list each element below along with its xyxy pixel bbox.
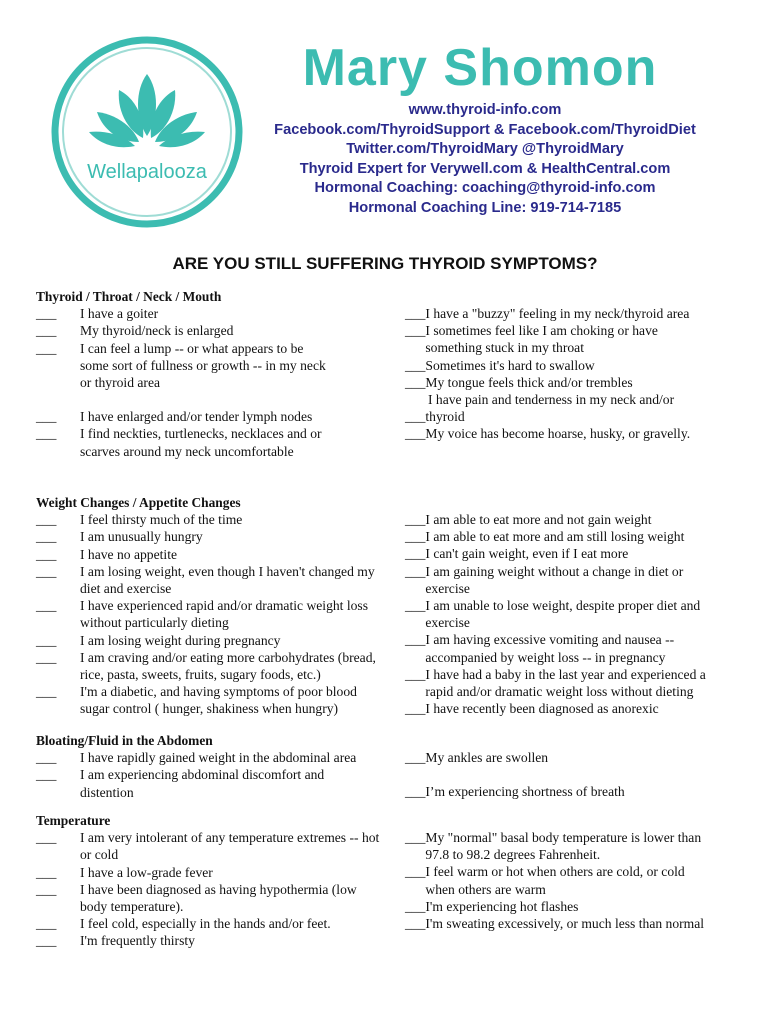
symptom-item: ___ I feel thirsty much of the time xyxy=(36,512,243,528)
symptom-item: ___ I'm frequently thirsty xyxy=(36,933,195,949)
checkbox-line[interactable]: ___ xyxy=(405,864,426,880)
checkbox-line[interactable]: ___ xyxy=(36,881,57,897)
bloating-left-column xyxy=(36,732,406,801)
symptom-item: ___ I am losing weight, even though I haven't changed my diet and exercise xyxy=(36,563,375,597)
checkbox-line[interactable]: ___ xyxy=(36,598,57,614)
symptom-item: ___ I am having excessive vomiting and nausea -- accompanied by weight loss -- in pregnancy xyxy=(405,632,675,665)
symptom-item: ___ I can't gain weight, even if I eat more xyxy=(405,546,629,562)
symptom-item: ___ Sometimes it's hard to swallow xyxy=(405,357,595,373)
section-title-temperature: Temperature xyxy=(36,813,111,828)
symptom-item: ___ I have a goiter xyxy=(36,306,159,322)
symptom-item: ___ I am able to eat more and not gain weight xyxy=(405,512,652,527)
contact-block xyxy=(240,101,730,218)
symptom-item: ___ I feel warm or hot when others are cold, or cold when others are warm xyxy=(405,864,685,897)
checkbox-line[interactable]: ___ xyxy=(36,563,57,579)
page-title: ARE YOU STILL SUFFERING THYROID SYMPTOMS? xyxy=(172,254,598,273)
symptom-item: ___ I am craving and/or eating more carbohydrates (bread, rice, pasta, sweets, fruits, sugary foods, etc.) xyxy=(36,649,376,683)
checkbox-line[interactable]: ___ xyxy=(36,684,57,700)
checkbox-line[interactable]: ___ xyxy=(36,529,57,545)
checkbox-line[interactable]: ___ xyxy=(405,374,426,390)
coaching-email[interactable]: Hormonal Coaching: coaching@thyroid-info.com xyxy=(314,180,656,196)
checkbox-line[interactable]: ___ xyxy=(36,306,57,322)
checkbox-line[interactable]: ___ xyxy=(405,426,426,442)
symptom-item: ___ I'm a diabetic, and having symptoms of poor blood sugar control ( hunger, shakiness when hungry) xyxy=(36,684,357,717)
thyroid-left-column xyxy=(36,288,406,460)
checkbox-line[interactable]: ___ xyxy=(405,546,426,562)
symptom-item: ___ I can feel a lump -- or what appears to be some sort of fullness or growth -- in my neck or thyroid area xyxy=(36,340,326,391)
symptom-item: ___ I am able to eat more and am still losing weight xyxy=(405,529,685,545)
checkbox-line[interactable]: ___ xyxy=(405,563,426,579)
symptom-item: ___ I have a "buzzy" feeling in my neck/thyroid area xyxy=(405,306,690,321)
checkbox-line[interactable]: ___ xyxy=(405,916,426,932)
twitter-links[interactable]: Twitter.com/ThyroidMary @ThyroidMary xyxy=(346,141,624,157)
checkbox-line[interactable]: ___ xyxy=(36,409,57,425)
symptom-item: ___ thyroid xyxy=(405,409,465,425)
symptom-item: ___ I am gaining weight without a change in diet or exercise xyxy=(405,563,684,596)
checkbox-line[interactable]: ___ xyxy=(405,830,426,845)
checkbox-line[interactable]: ___ xyxy=(405,306,426,321)
checkbox-line[interactable]: ___ xyxy=(36,512,57,528)
symptom-item: ___ I am experiencing abdominal discomfort and distention xyxy=(36,767,325,800)
checkbox-line[interactable]: ___ xyxy=(36,830,57,846)
checkbox-line[interactable]: ___ xyxy=(36,750,57,766)
checkbox-line[interactable]: ___ xyxy=(405,666,426,682)
checkbox-line[interactable]: ___ xyxy=(36,323,57,339)
expert-line: Thyroid Expert for Verywell.com & HealthCentral.com xyxy=(299,160,671,177)
checkbox-line[interactable]: ___ xyxy=(405,598,426,614)
checkbox-line[interactable]: ___ xyxy=(36,426,57,442)
checkbox-line[interactable]: ___ xyxy=(405,512,426,527)
coaching-phone: Hormonal Coaching Line: 919-714-7185 xyxy=(348,199,622,216)
symptom-item: ___ I have been diagnosed as having hypothermia (low body temperature). xyxy=(36,881,357,915)
checkbox-line[interactable]: ___ xyxy=(405,701,426,717)
bloating-right-column xyxy=(405,749,750,800)
symptom-item: ___ I have experienced rapid and/or dramatic weight loss without particularly dieting xyxy=(36,598,368,631)
facebook-links[interactable]: Facebook.com/ThyroidSupport & Facebook.com/ThyroidDiet xyxy=(274,121,696,138)
checkbox-line[interactable]: ___ xyxy=(405,632,426,648)
checkbox-line[interactable]: ___ xyxy=(36,632,57,648)
checkbox-line[interactable]: ___ xyxy=(405,357,426,373)
weight-right-column xyxy=(405,511,750,717)
svg-text:Wellapalooza: Wellapalooza xyxy=(87,161,207,183)
section-title-weight: Weight Changes / Appetite Changes xyxy=(36,495,241,510)
section-title-bloating: Bloating/Fluid in the Abdomen xyxy=(36,733,213,748)
symptom-item: ___ I have rapidly gained weight in the abdominal area xyxy=(36,750,357,766)
symptom-item: ___ I have enlarged and/or tender lymph nodes xyxy=(36,409,313,425)
symptom-item: ___ My tongue feels thick and/or trembles xyxy=(405,374,633,390)
checkbox-line[interactable]: ___ xyxy=(36,916,57,932)
checkbox-line[interactable]: ___ xyxy=(405,898,426,914)
weight-left-column xyxy=(36,494,406,718)
symptom-item: ___ I have had a baby in the last year and experienced a rapid and/or dramatic weight loss without dieting xyxy=(405,666,706,700)
symptom-item: ___ I find neckties, turtlenecks, necklaces and or scarves around my neck uncomfortable xyxy=(36,426,322,459)
symptom-item: ___ I'm sweating excessively, or much less than normal xyxy=(405,916,705,932)
checkbox-line[interactable]: ___ xyxy=(36,649,57,665)
symptom-item: ___ I am unable to lose weight, despite proper diet and exercise xyxy=(405,598,701,631)
symptom-item: ___ I have recently been diagnosed as anorexic xyxy=(405,701,659,717)
symptom-text: I have pain and tenderness in my neck and/or xyxy=(428,392,675,408)
symptom-item: ___ I’m experiencing shortness of breath xyxy=(405,784,625,800)
temperature-left-column xyxy=(36,812,406,950)
symptom-item: ___ I am losing weight during pregnancy xyxy=(36,632,281,648)
checkbox-line[interactable]: ___ xyxy=(405,409,426,425)
symptom-item: ___ My "normal" basal body temperature is lower than 97.8 to 98.2 degrees Fahrenheit. xyxy=(405,830,702,863)
checkbox-line[interactable]: ___ xyxy=(36,864,57,880)
symptom-item: ___ I feel cold, especially in the hands and/or feet. xyxy=(36,916,331,932)
temperature-right-column xyxy=(405,829,750,932)
section-title-thyroid: Thyroid / Throat / Neck / Mouth xyxy=(36,289,222,304)
checkbox-line[interactable]: ___ xyxy=(36,546,57,562)
website-link[interactable]: www.thyroid-info.com xyxy=(408,102,562,118)
checkbox-line[interactable]: ___ xyxy=(36,340,57,356)
lotus-icon xyxy=(47,32,247,232)
brand-name: Mary Shomon xyxy=(302,39,658,97)
symptom-item: ___ I'm experiencing hot flashes xyxy=(405,898,579,914)
wellapalooza-logo xyxy=(47,32,247,232)
checkbox-line[interactable]: ___ xyxy=(405,750,426,765)
symptom-item: ___ My voice has become hoarse, husky, or gravelly. xyxy=(405,426,691,442)
symptom-item: ___ I have a low-grade fever xyxy=(36,864,213,880)
symptom-item: ___ I sometimes feel like I am choking or have something stuck in my throat xyxy=(405,323,658,356)
symptom-item: ___ I have no appetite xyxy=(36,546,178,562)
checkbox-line[interactable]: ___ xyxy=(36,767,57,783)
symptom-item: ___ I am very intolerant of any temperature extremes -- hot or cold xyxy=(36,830,380,863)
checkbox-line[interactable]: ___ xyxy=(405,529,426,545)
thyroid-right-column xyxy=(405,305,750,443)
symptom-item: ___ My thyroid/neck is enlarged xyxy=(36,323,234,339)
symptom-item: ___ My ankles are swollen xyxy=(405,750,549,765)
checkbox-line[interactable]: ___ xyxy=(36,933,57,949)
checkbox-line[interactable]: ___ xyxy=(405,784,426,800)
symptom-item: ___ I am unusually hungry xyxy=(36,529,203,545)
checkbox-line[interactable]: ___ xyxy=(405,323,426,339)
